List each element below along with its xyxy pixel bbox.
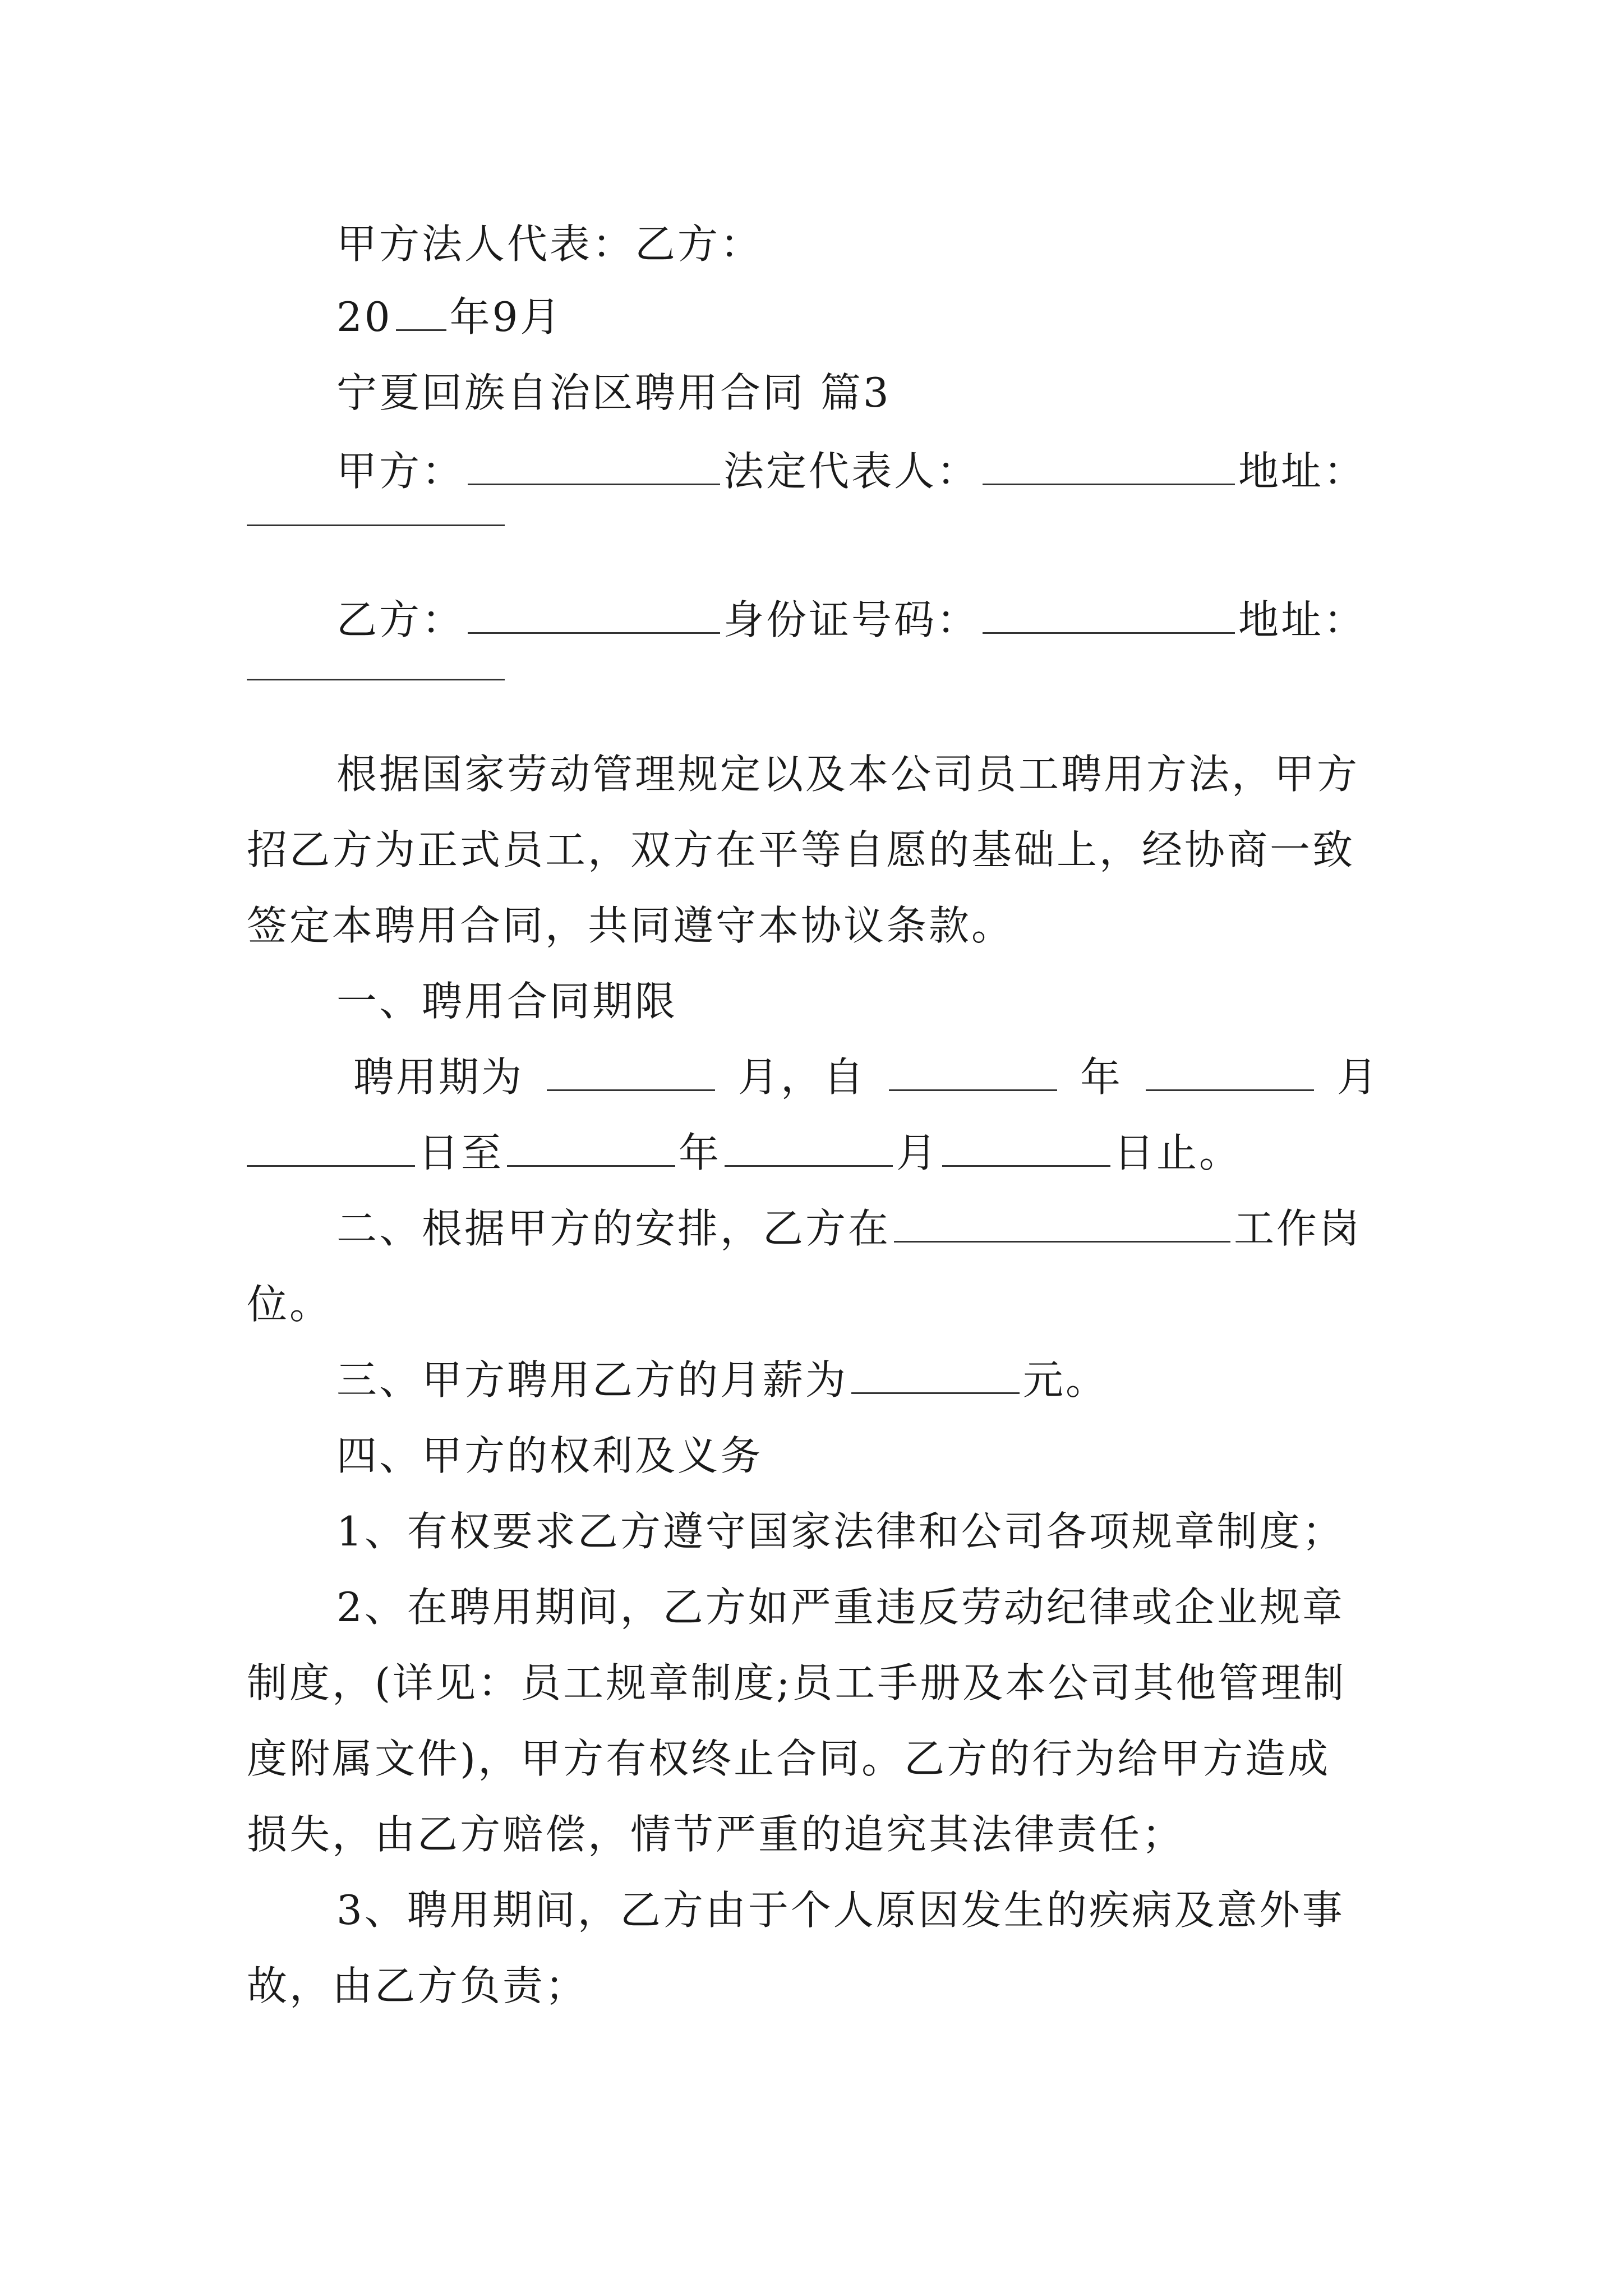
end-month-blank (725, 1126, 893, 1167)
id-number-label: 身份证号码： (723, 596, 980, 643)
term-text: 年 (679, 1129, 722, 1176)
item-text: 度附属文件)，甲方有权终止合同。乙方的行为给甲方造成 (247, 1735, 1331, 1782)
section-text: 二、根据甲方的安排，乙方在 (336, 1205, 891, 1252)
party-b-blank (468, 593, 720, 634)
paragraph-1-line-1 (336, 746, 1380, 802)
paragraph-text: 签定本聘用合同，共同遵守本协议条款。 (247, 902, 1015, 949)
date-line (336, 289, 1380, 345)
signature-line (336, 216, 1380, 272)
start-month-blank (1146, 1050, 1314, 1091)
party-a-line (336, 443, 1380, 499)
term-text: 年 (1080, 1053, 1123, 1101)
position-blank (894, 1202, 1230, 1243)
signature-text: 甲方法人代表：乙方： (336, 220, 763, 268)
section-3-line (336, 1352, 1380, 1408)
section-text: 三、甲方聘用乙方的月薪为 (336, 1356, 849, 1404)
item-text: 2、在聘用期间，乙方如严重违反劳动纪律或企业规章 (336, 1584, 1345, 1631)
item-2-line-3 (247, 1731, 1380, 1787)
term-text: 月，自 (737, 1053, 866, 1101)
date-suffix: 年9月 (449, 293, 563, 341)
item-text: 3、聘用期间，乙方由于个人原因发生的疾病及意外事 (336, 1887, 1345, 1934)
term-text: 日至 (418, 1129, 504, 1176)
term-text: 聘用期为 (353, 1053, 524, 1101)
end-day-blank (942, 1126, 1110, 1167)
address-a-blank (247, 524, 505, 526)
address-label-a: 地址： (1238, 448, 1367, 495)
end-year-blank (507, 1126, 675, 1167)
item-2-line-4 (247, 1806, 1380, 1862)
item-1 (336, 1503, 1380, 1559)
item-3-line-2 (247, 1958, 1380, 2014)
term-line-1 (353, 1049, 1380, 1105)
address-b-blank (247, 679, 505, 680)
section-title: 四、甲方的权利及义务 (336, 1432, 763, 1479)
paragraph-1-line-3 (247, 898, 1380, 954)
term-text: 日止。 (1114, 1129, 1242, 1176)
section-1-title (336, 973, 1380, 1029)
id-number-blank (983, 593, 1235, 634)
term-text: 月 (1336, 1053, 1380, 1101)
section-text: 位。 (247, 1281, 333, 1328)
party-b-line (336, 592, 1380, 648)
year-blank (396, 290, 446, 331)
item-text: 1、有权要求乙方遵守国家法律和公司各项规章制度； (336, 1508, 1345, 1555)
party-a-label: 甲方： (336, 448, 465, 495)
section-2-line-1 (336, 1200, 1380, 1257)
item-2-line-2 (247, 1655, 1380, 1711)
section-text: 元。 (1023, 1356, 1109, 1404)
contract-title: 宁夏回族自治区聘用合同 篇3 (336, 369, 891, 416)
paragraph-text: 招乙方为正式员工，双方在平等自愿的基础上，经协商一致 (247, 826, 1355, 873)
start-day-blank (247, 1126, 415, 1167)
legal-rep-blank (983, 444, 1235, 485)
salary-blank (851, 1353, 1020, 1394)
section-2-line-2 (247, 1276, 1380, 1332)
term-line-2 (247, 1125, 1380, 1181)
section-4-title (336, 1428, 1380, 1484)
party-b-label: 乙方： (336, 596, 465, 643)
legal-rep-label: 法定代表人： (723, 448, 980, 495)
section-title: 一、聘用合同期限 (336, 978, 678, 1025)
date-year-prefix: 20 (336, 293, 393, 341)
item-2-line-1 (336, 1579, 1380, 1635)
address-label-b: 地址： (1238, 596, 1367, 643)
party-a-blank (468, 444, 720, 485)
paragraph-1-line-2 (247, 822, 1380, 878)
start-year-blank (889, 1050, 1057, 1091)
item-text: 故，由乙方负责； (247, 1962, 588, 2009)
term-text: 月 (896, 1129, 939, 1176)
item-3-line-1 (336, 1882, 1380, 1938)
section-text: 工作岗 (1234, 1205, 1362, 1252)
contract-heading (336, 365, 1380, 421)
item-text: 制度，(详见：员工规章制度;员工手册及本公司其他管理制 (247, 1659, 1347, 1706)
months-blank (547, 1050, 715, 1091)
paragraph-text: 根据国家劳动管理规定以及本公司员工聘用方法，甲方 (336, 751, 1360, 798)
item-text: 损失，由乙方赔偿，情节严重的追究其法律责任； (247, 1811, 1185, 1858)
